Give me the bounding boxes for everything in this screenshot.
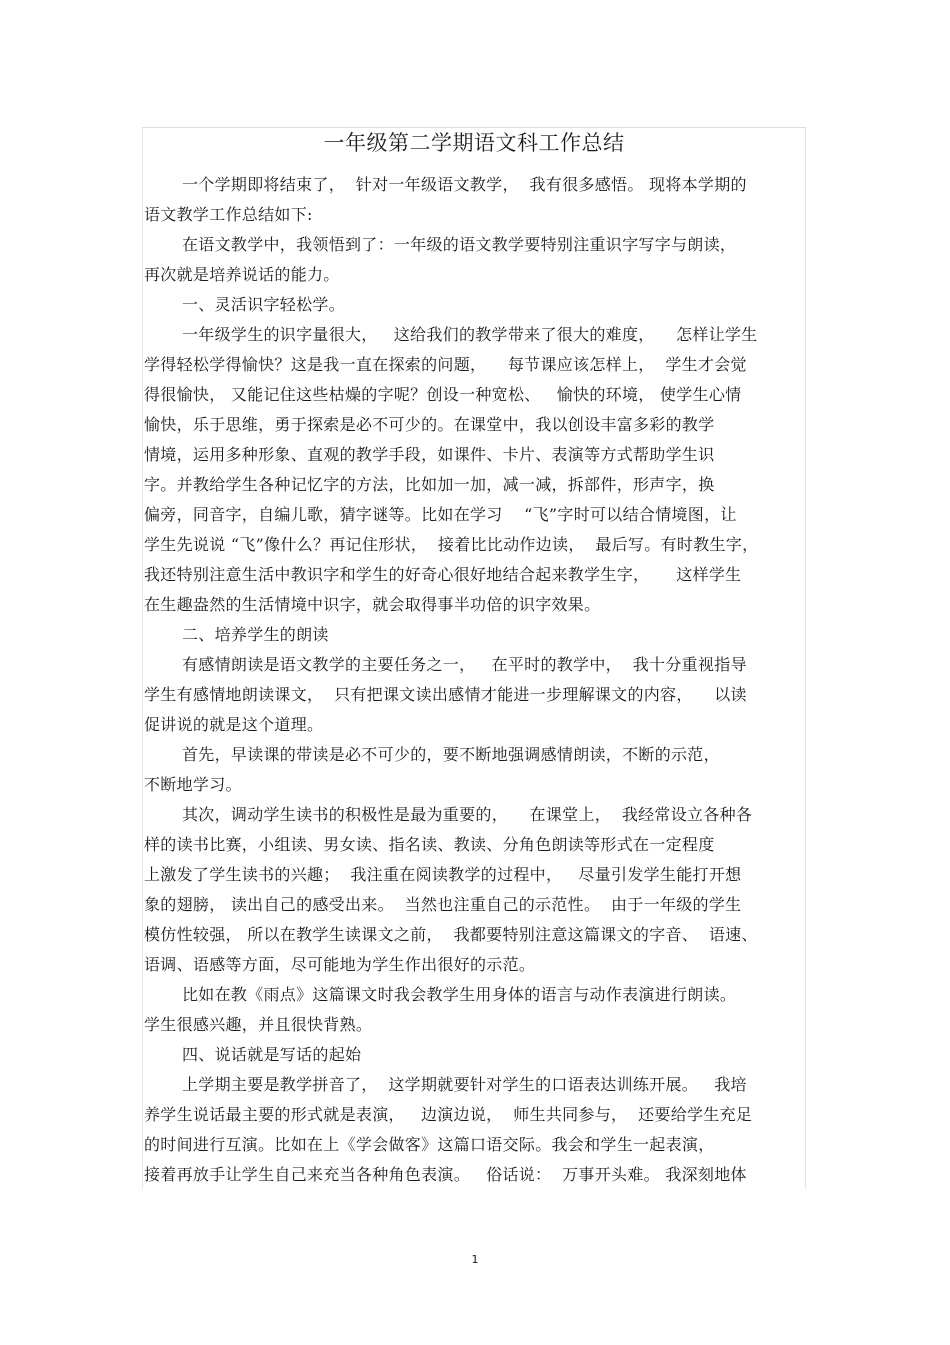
- document-title: 一年级第二学期语文科工作总结: [323, 131, 625, 155]
- text-line: 再次就是培养说话的能力。: [144, 265, 340, 284]
- text-line: 养学生说话最主要的形式就是表演， 边演边说， 师生共同参与， 还要给学生充足: [144, 1105, 753, 1124]
- section-heading: 一、灵活识字轻松学。: [182, 295, 346, 314]
- text-line: 接着再放手让学生自己来充当各种角色表演。 俗话说： 万事开头难。 我深刻地体: [144, 1165, 747, 1184]
- text-line: 得很愉快， 又能记住这些枯燥的字呢？创设一种宽松、 愉快的环境， 使学生心情: [144, 385, 742, 404]
- text-line: 象的翅膀， 读出自己的感受出来。 当然也注重自己的示范性。 由于一年级的学生: [144, 895, 742, 914]
- text-line: 在生趣盎然的生活情境中识字，就会取得事半功倍的识字效果。: [144, 595, 601, 614]
- text-line: 一年级学生的识字量很大， 这给我们的教学带来了很大的难度， 怎样让学生: [182, 325, 758, 344]
- text-line: 首先，早读课的带读是必不可少的，要不断地强调感情朗读，不断的示范，: [182, 745, 720, 764]
- text-line: 学生先说说 “飞”像什么？再记住形状， 接着比比动作边读， 最后写。有时教生字，: [144, 535, 759, 554]
- text-line: 样的读书比赛，小组读、男女读、指名读、教读、分角色朗读等形式在一定程度: [144, 835, 715, 854]
- text-line: 其次，调动学生读书的积极性是最为重要的， 在课堂上， 我经常设立各种各: [182, 805, 753, 824]
- text-line: 语文教学工作总结如下:: [144, 205, 313, 224]
- section-heading: 二、培养学生的朗读: [182, 625, 329, 644]
- text-line: 字。并教给学生各种记忆字的方法，比如加一加，减一减，拆部件，形声字，换: [144, 475, 715, 494]
- text-line: 语调、语感等方面，尽可能地为学生作出很好的示范。: [144, 955, 536, 974]
- text-line: 上学期主要是教学拼音了， 这学期就要针对学生的口语表达训练开展。 我培: [182, 1075, 747, 1094]
- text-line: 学生很感兴趣，并且很快背熟。: [144, 1015, 373, 1034]
- text-line: 学得轻松学得愉快？这是我一直在探索的问题， 每节课应该怎样上， 学生才会觉: [144, 355, 747, 374]
- text-line: 比如在教《雨点》这篇课文时我会教学生用身体的语言与动作表演进行朗读。: [182, 985, 737, 1004]
- text-line: 学生有感情地朗读课文， 只有把课文读出感情才能进一步理解课文的内容， 以读: [144, 685, 747, 704]
- text-line: 模仿性较强， 所以在教学生读课文之前， 我都要特别注意这篇课文的字音、 语速、: [144, 925, 758, 944]
- text-line: 偏旁，同音字，自编儿歌，猜字谜等。比如在学习 “飞”字时可以结合情境图，让: [144, 505, 737, 524]
- text-line: 情境，运用多种形象、直观的教学手段，如课件、卡片、表演等方式帮助学生识: [144, 445, 715, 464]
- text-line: 的时间进行互演。比如在上《学会做客》这篇口语交际。我会和学生一起表演，: [144, 1135, 715, 1154]
- page-number: 1: [471, 1253, 479, 1266]
- text-line: 有感情朗读是语文教学的主要任务之一， 在平时的教学中， 我十分重视指导: [182, 655, 747, 674]
- text-line: 一个学期即将结束了， 针对一年级语文教学， 我有很多感悟。 现将本学期的: [182, 175, 747, 194]
- text-line: 在语文教学中，我领悟到了：一年级的语文教学要特别注重识字写字与朗读，: [182, 235, 737, 254]
- text-line: 我还特别注意生活中教识字和学生的好奇心很好地结合起来教学生字， 这样学生: [144, 565, 742, 584]
- text-line: 愉快，乐于思维，勇于探索是必不可少的。在课堂中，我以创设丰富多彩的教学: [144, 415, 715, 434]
- section-heading: 四、说话就是写话的起始: [182, 1045, 362, 1064]
- text-line: 不断地学习。: [144, 775, 242, 794]
- text-line: 上激发了学生读书的兴趣； 我注重在阅读教学的过程中， 尽量引发学生能打开想: [144, 865, 742, 884]
- text-line: 促讲说的就是这个道理。: [144, 715, 324, 734]
